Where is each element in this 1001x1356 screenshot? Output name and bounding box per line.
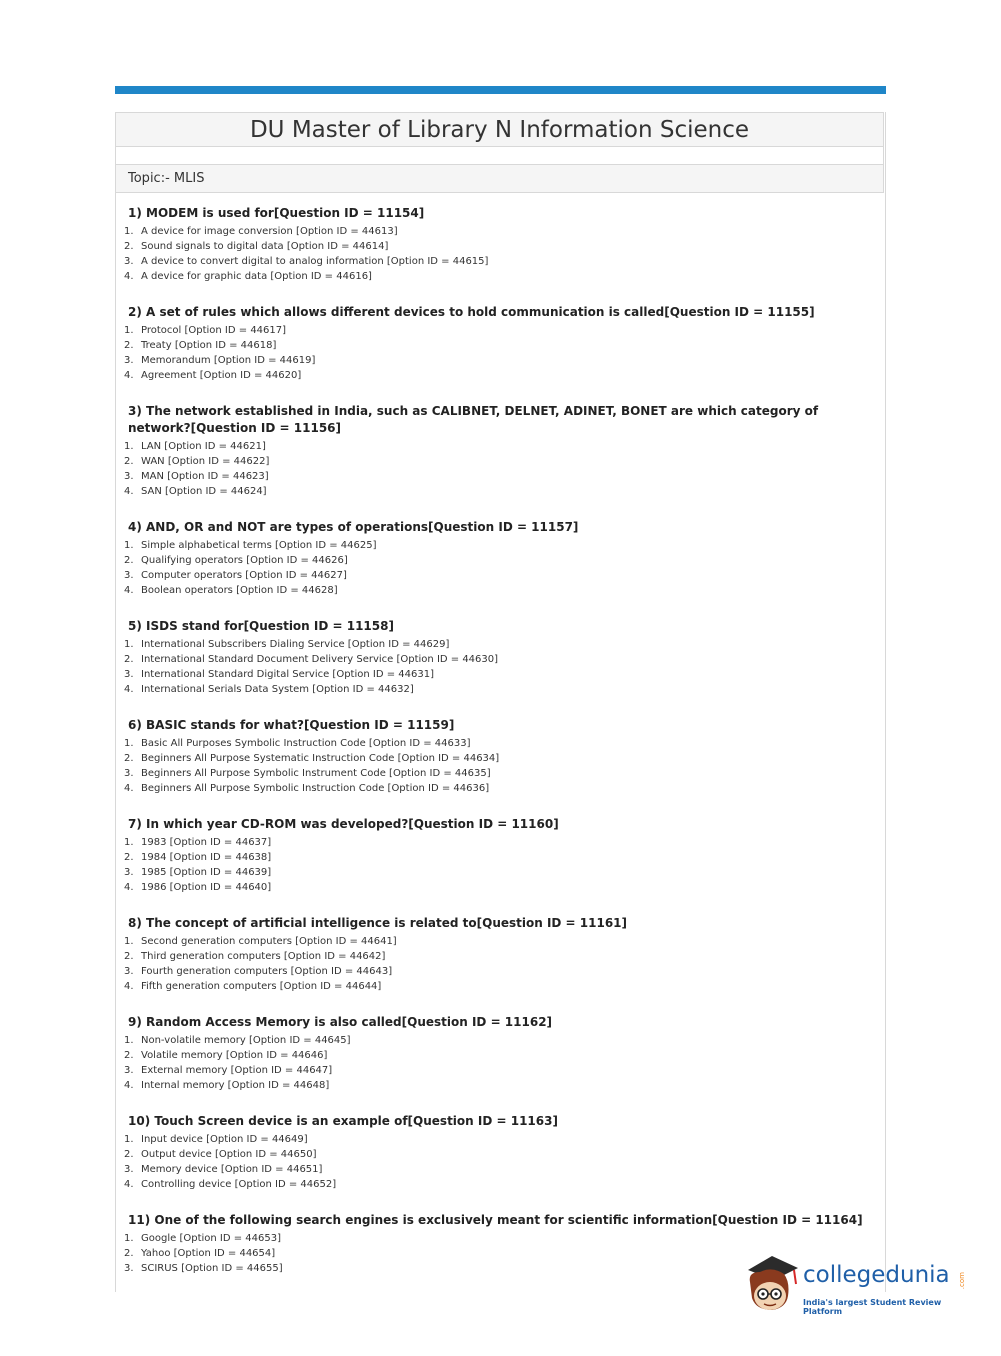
option-item [124,652,869,667]
option-text: A device for image conversion [Option ID = 44613] [141,226,398,237]
logo-suffix: .com [958,1272,966,1290]
option-item [124,880,869,895]
option-list [124,1033,869,1093]
option-item [124,751,869,766]
option-text: SAN [Option ID = 44624] [141,486,267,497]
option-item [124,1048,869,1063]
option-number: 3. [124,256,134,267]
option-text: Controlling device [Option ID = 44652] [141,1179,337,1190]
option-number: 4. [124,271,134,282]
option-item [124,1177,869,1192]
option-text: Fourth generation computers [Option ID = 44643] [141,966,393,977]
option-list [124,637,869,697]
option-item [124,353,869,368]
option-text: Protocol [Option ID = 44617] [141,325,287,336]
option-list [124,736,869,796]
option-text: 1983 [Option ID = 44637] [141,837,272,848]
option-text: Non-volatile memory [Option ID = 44645] [141,1035,351,1046]
option-text: 1985 [Option ID = 44639] [141,867,272,878]
option-item [124,949,869,964]
option-text: International Standard Digital Service [Option ID = 44631] [141,669,434,680]
mascot-icon [742,1252,804,1316]
option-number: 2. [124,654,134,665]
option-number: 4. [124,1080,134,1091]
option-text: SCIRUS [Option ID = 44655] [141,1263,283,1274]
option-number: 3. [124,570,134,581]
option-item [124,781,869,796]
option-text: International Subscribers Dialing Service [Option ID = 44629] [141,639,450,650]
option-item [124,553,869,568]
option-number: 2. [124,753,134,764]
option-item [124,835,869,850]
logo-wordmark: collegedunia [803,1262,950,1288]
option-number: 4. [124,370,134,381]
logo-tagline: India's largest Student Review Platform [803,1298,942,1316]
option-text: 1984 [Option ID = 44638] [141,852,272,863]
question-block [124,1113,869,1192]
option-number: 4. [124,882,134,893]
option-item [124,934,869,949]
option-number: 1. [124,837,134,848]
option-number: 4. [124,1179,134,1190]
option-text: Third generation computers [Option ID = 44642] [141,951,386,962]
question-block [124,618,869,697]
option-text: Computer operators [Option ID = 44627] [141,570,347,581]
option-number: 3. [124,966,134,977]
question-list [124,205,869,1296]
option-number: 2. [124,456,134,467]
option-number: 2. [124,1248,134,1259]
option-item [124,583,869,598]
option-number: 4. [124,585,134,596]
option-item [124,1063,869,1078]
option-number: 1. [124,1233,134,1244]
option-text: Fifth generation computers [Option ID = 44644] [141,981,382,992]
option-text: International Standard Document Delivery Service [Option ID = 44630] [141,654,499,665]
option-list [124,323,869,383]
option-text: WAN [Option ID = 44622] [141,456,270,467]
option-text: Memorandum [Option ID = 44619] [141,355,316,366]
option-text: Agreement [Option ID = 44620] [141,370,302,381]
option-list [124,538,869,598]
option-text: Memory device [Option ID = 44651] [141,1164,323,1175]
option-item [124,1147,869,1162]
option-list [124,835,869,895]
option-item [124,1162,869,1177]
option-text: Output device [Option ID = 44650] [141,1149,317,1160]
option-item [124,682,869,697]
collegedunia-logo [742,1252,972,1316]
option-text: Treaty [Option ID = 44618] [141,340,277,351]
question-text: 6) BASIC stands for what?[Question ID = 11159] [128,718,455,732]
option-number: 3. [124,1263,134,1274]
option-text: Qualifying operators [Option ID = 44626] [141,555,348,566]
option-text: Beginners All Purpose Symbolic Instrument Code [Option ID = 44635] [141,768,491,779]
option-item [124,439,869,454]
question-text: 5) ISDS stand for[Question ID = 11158] [128,619,394,633]
option-number: 3. [124,768,134,779]
option-text: Second generation computers [Option ID = 44641] [141,936,397,947]
option-text: 1986 [Option ID = 44640] [141,882,272,893]
question-text: 1) MODEM is used for[Question ID = 11154] [128,206,425,220]
option-item [124,368,869,383]
option-number: 2. [124,1149,134,1160]
question-block [124,205,869,284]
option-item [124,1078,869,1093]
option-item [124,1231,869,1246]
question-block [124,816,869,895]
option-text: A device for graphic data [Option ID = 44616] [141,271,372,282]
option-item [124,538,869,553]
option-number: 2. [124,340,134,351]
option-item [124,469,869,484]
option-text: A device to convert digital to analog information [Option ID = 44615] [141,256,489,267]
option-number: 1. [124,325,134,336]
option-text: External memory [Option ID = 44647] [141,1065,333,1076]
option-text: Boolean operators [Option ID = 44628] [141,585,338,596]
option-number: 4. [124,684,134,695]
option-text: Beginners All Purpose Systematic Instruction Code [Option ID = 44634] [141,753,500,764]
option-text: Internal memory [Option ID = 44648] [141,1080,330,1091]
option-list [124,934,869,994]
question-text: 9) Random Access Memory is also called[Question ID = 11162] [128,1015,553,1029]
question-text: 10) Touch Screen device is an example of[Question ID = 11163] [128,1114,558,1128]
option-item [124,454,869,469]
option-list [124,1132,869,1192]
option-item [124,224,869,239]
question-text: 8) The concept of artificial intelligence is related to[Question ID = 11161] [128,916,628,930]
option-item [124,766,869,781]
option-text: Volatile memory [Option ID = 44646] [141,1050,328,1061]
option-item [124,667,869,682]
header-spacer [115,147,884,165]
option-number: 3. [124,1065,134,1076]
option-list [124,224,869,284]
option-number: 3. [124,471,134,482]
option-item [124,338,869,353]
option-item [124,239,869,254]
option-number: 4. [124,981,134,992]
option-item [124,1033,869,1048]
option-number: 2. [124,555,134,566]
option-number: 4. [124,486,134,497]
question-text: 7) In which year CD-ROM was developed?[Question ID = 11160] [128,817,559,831]
question-block [124,915,869,994]
option-number: 3. [124,867,134,878]
option-text: MAN [Option ID = 44623] [141,471,269,482]
option-number: 4. [124,783,134,794]
option-number: 1. [124,1035,134,1046]
option-number: 2. [124,241,134,252]
option-number: 1. [124,738,134,749]
option-number: 1. [124,936,134,947]
question-block [124,519,869,598]
option-item [124,979,869,994]
option-text: Google [Option ID = 44653] [141,1233,281,1244]
option-list [124,439,869,499]
option-text: Simple alphabetical terms [Option ID = 44625] [141,540,377,551]
option-number: 1. [124,540,134,551]
page-title: DU Master of Library N Information Science [115,112,884,147]
option-text: Input device [Option ID = 44649] [141,1134,308,1145]
option-item [124,1132,869,1147]
option-number: 1. [124,441,134,452]
option-item [124,964,869,979]
option-number: 3. [124,1164,134,1175]
question-text: 3) The network established in India, such as CALIBNET, DELNET, ADINET, BONET are which category of network?[Question ID = 11156] [128,404,819,435]
option-text: LAN [Option ID = 44621] [141,441,266,452]
option-number: 2. [124,1050,134,1061]
question-text: 2) A set of rules which allows different devices to hold communication is called[Question ID = 11155] [128,305,815,319]
option-item [124,865,869,880]
option-item [124,269,869,284]
option-item [124,323,869,338]
option-number: 1. [124,226,134,237]
option-item [124,850,869,865]
option-item [124,637,869,652]
option-number: 3. [124,669,134,680]
topic-label: Topic:- MLIS [115,165,884,193]
option-number: 1. [124,1134,134,1145]
option-number: 2. [124,852,134,863]
option-number: 2. [124,951,134,962]
option-text: International Serials Data System [Option ID = 44632] [141,684,414,695]
question-block [124,403,869,499]
question-text: 11) One of the following search engines is exclusively meant for scientific information[Question ID = 11164] [128,1213,863,1227]
option-item [124,484,869,499]
top-accent-bar [115,86,886,94]
option-text: Basic All Purposes Symbolic Instruction Code [Option ID = 44633] [141,738,471,749]
option-text: Beginners All Purpose Symbolic Instruction Code [Option ID = 44636] [141,783,490,794]
option-number: 1. [124,639,134,650]
question-block [124,304,869,383]
option-text: Yahoo [Option ID = 44654] [141,1248,276,1259]
option-text: Sound signals to digital data [Option ID = 44614] [141,241,389,252]
option-item [124,568,869,583]
option-item [124,254,869,269]
question-block [124,717,869,796]
option-item [124,736,869,751]
question-block [124,1014,869,1093]
option-number: 3. [124,355,134,366]
question-text: 4) AND, OR and NOT are types of operations[Question ID = 11157] [128,520,579,534]
